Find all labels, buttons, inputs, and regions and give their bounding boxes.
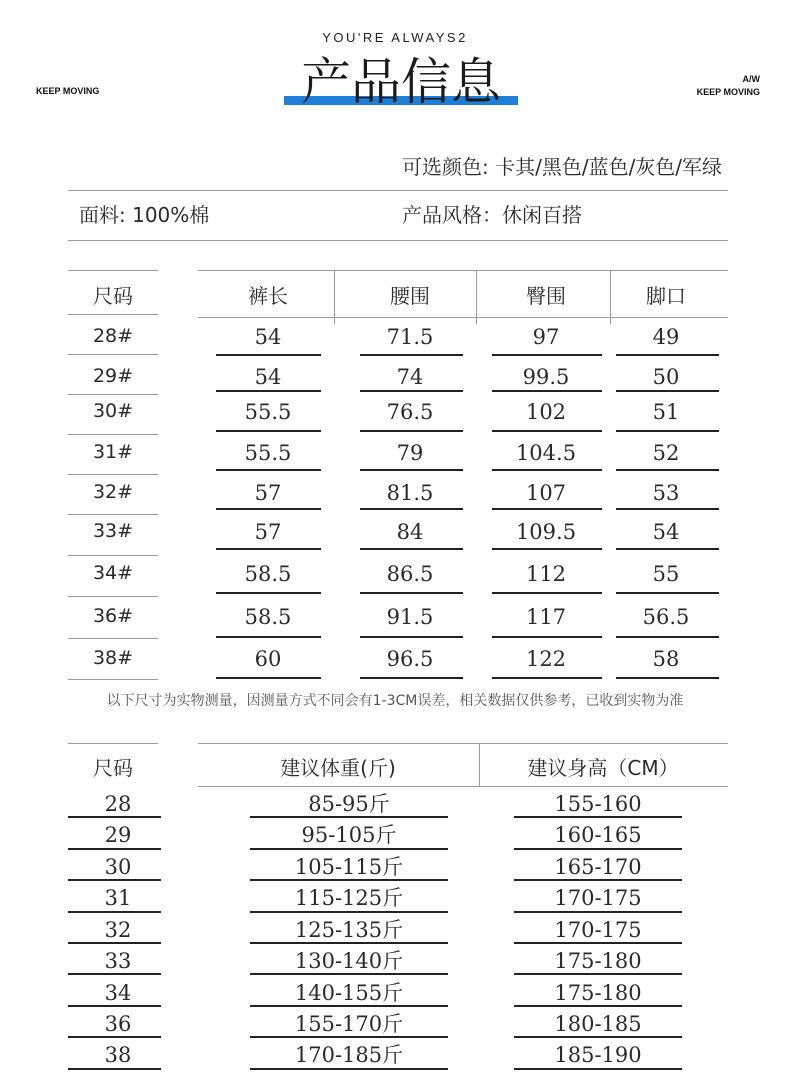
value-underline [360,548,463,550]
size-value: 71.5 [386,325,434,349]
page-title: 产品信息 [301,53,501,111]
value-underline [360,636,463,638]
size-value: 58.5 [244,562,292,586]
value-underline [360,390,463,392]
value-underline [616,390,719,392]
weight-underline [250,879,448,881]
height-underline [514,911,682,913]
value-underline [360,354,463,356]
header-col-divider [334,270,335,324]
rec-size-label: 32 [104,918,132,942]
weight-value: 125-135斤 [294,918,404,942]
size-header-top-rule [198,270,728,271]
value-underline [360,677,463,679]
size-value: 81.5 [386,481,434,505]
value-underline [616,592,719,594]
value-underline [216,390,321,392]
size-row-rule [68,314,158,315]
rec-size-underline [68,1036,161,1038]
value-underline [616,636,719,638]
weight-underline [250,973,448,975]
size-value: 55.5 [244,400,292,424]
size-row-rule [68,514,158,515]
size-label: 34# [92,562,134,584]
value-underline [492,636,602,638]
info-divider-top [68,190,728,191]
weight-value: 105-115斤 [294,855,404,879]
measurement-note: 以下尺寸为实物测量，因测量方式不同会有1-3CM误差，相关数据仅供参考，已收到实物为准 [106,693,684,709]
size-label: 30# [92,400,134,422]
rec-size-underline [68,1005,161,1007]
height-value: 170-175 [554,886,642,910]
size-value: 54 [254,325,282,349]
tagline: YOU'RE ALWAYS2 [322,30,468,45]
column-header: 腰围 [390,284,430,308]
value-underline [492,592,602,594]
value-underline [492,354,602,356]
rec-size-underline [68,973,161,975]
rec-header-bottom-rule [198,786,728,787]
weight-underline [250,1036,448,1038]
value-underline [492,469,602,471]
size-value: 117 [525,605,567,629]
value-underline [616,548,719,550]
rec-size-label: 33 [104,949,132,973]
weight-underline [250,942,448,944]
size-row-rule [68,474,158,475]
value-underline [216,508,321,510]
size-value: 86.5 [386,562,434,586]
size-value: 57 [254,481,282,505]
height-underline [514,1005,682,1007]
weight-header: 建议体重(斤) [280,756,396,780]
weight-value: 170-185斤 [294,1043,404,1067]
weight-underline [250,816,448,818]
value-underline [216,354,321,356]
rec-size-underline [68,1068,161,1070]
weight-underline [250,1005,448,1007]
size-value: 99.5 [522,365,570,389]
height-value: 155-160 [554,792,642,816]
size-row-rule [68,354,158,355]
size-value: 104.5 [515,441,577,465]
size-value: 84 [396,520,424,544]
size-label: 28# [92,325,134,347]
size-value: 102 [525,400,567,424]
height-header: 建议身高（CM） [527,756,679,780]
size-label: 36# [92,605,134,627]
weight-underline [250,911,448,913]
rec-size-header: 尺码 [93,756,133,780]
value-underline [216,677,321,679]
value-underline [616,430,719,432]
size-col-top-rule [68,270,158,271]
size-row-rule [68,596,158,597]
weight-value: 115-125斤 [294,886,404,910]
keep-moving-left: KEEP MOVING [36,86,100,96]
value-underline [492,677,602,679]
size-value: 56.5 [642,605,690,629]
value-underline [492,508,602,510]
rec-size-underline [68,911,161,913]
rec-size-label: 28 [104,792,132,816]
size-row-rule [68,555,158,556]
size-value: 74 [396,365,424,389]
weight-underline [250,848,448,850]
size-value: 91.5 [386,605,434,629]
height-underline [514,879,682,881]
size-value: 55.5 [244,441,292,465]
size-row-rule [68,394,158,395]
height-value: 175-180 [554,949,642,973]
value-underline [216,548,321,550]
rec-size-label: 30 [104,855,132,879]
value-underline [216,592,321,594]
size-label: 32# [92,481,134,503]
weight-value: 95-105斤 [301,823,397,847]
value-underline [216,430,321,432]
value-underline [616,677,719,679]
value-underline [492,548,602,550]
value-underline [216,636,321,638]
size-col-header: 尺码 [93,284,133,308]
rec-header-divider [479,743,480,786]
rec-size-label: 29 [104,823,132,847]
column-header: 裤长 [248,284,288,308]
aw-label: A/W [742,74,760,84]
size-value: 49 [652,325,680,349]
height-underline [514,973,682,975]
weight-value: 140-155斤 [294,981,404,1005]
value-underline [616,469,719,471]
weight-underline [250,1068,448,1070]
size-value: 79 [396,441,424,465]
height-value: 160-165 [554,823,642,847]
height-value: 185-190 [554,1043,642,1067]
rec-size-label: 34 [104,981,132,1005]
size-value: 55 [652,562,680,586]
size-value: 76.5 [386,400,434,424]
weight-value: 155-170斤 [294,1012,404,1036]
info-divider-bottom [68,240,728,241]
height-underline [514,1068,682,1070]
size-value: 54 [652,520,680,544]
size-row-rule [68,638,158,639]
size-value: 58.5 [244,605,292,629]
rec-size-underline [68,879,161,881]
keep-moving-right [680,73,760,99]
height-underline [514,942,682,944]
value-underline [492,430,602,432]
rec-size-underline [68,942,161,944]
column-header: 脚口 [646,284,686,308]
available-colors: 可选颜色: 卡其/黑色/蓝色/灰色/军绿 [402,155,723,179]
weight-value: 130-140斤 [294,949,404,973]
rec-size-underline [68,848,161,850]
height-value: 180-185 [554,1012,642,1036]
value-underline [360,508,463,510]
size-label: 38# [92,647,134,669]
size-value: 112 [525,562,567,586]
size-value: 51 [652,400,680,424]
value-underline [360,469,463,471]
size-value: 53 [652,481,680,505]
size-row-rule [68,434,158,435]
size-value: 57 [254,520,282,544]
height-value: 170-175 [554,918,642,942]
rec-header-top-rule [198,743,728,744]
keep-moving-right-label: KEEP MOVING [696,87,760,97]
value-underline [492,390,602,392]
size-value: 50 [652,365,680,389]
size-value: 52 [652,441,680,465]
size-value: 96.5 [386,647,434,671]
rec-size-top-rule [68,743,158,744]
size-value: 107 [525,481,567,505]
size-value: 109.5 [515,520,577,544]
size-label: 29# [92,365,134,387]
style-info: 产品风格：休闲百搭 [402,203,582,227]
height-value: 175-180 [554,981,642,1005]
rec-size-label: 36 [104,1012,132,1036]
size-value: 60 [254,647,282,671]
size-value: 97 [532,325,560,349]
value-underline [360,592,463,594]
height-underline [514,1036,682,1038]
rec-size-underline [68,816,161,818]
size-value: 122 [525,647,567,671]
rec-size-label: 31 [104,886,132,910]
size-value: 54 [254,365,282,389]
size-row-rule [68,679,158,680]
value-underline [360,430,463,432]
height-value: 165-170 [554,855,642,879]
size-label: 31# [92,441,134,463]
size-label: 33# [92,520,134,542]
fabric-info: 面料: 100%棉 [79,203,210,227]
size-value: 58 [652,647,680,671]
rec-size-label: 38 [104,1043,132,1067]
value-underline [616,508,719,510]
value-underline [216,469,321,471]
header-col-divider [476,270,477,324]
column-header: 臀围 [526,284,566,308]
height-underline [514,848,682,850]
weight-value: 85-95斤 [308,792,390,816]
size-header-bottom-rule [198,317,728,318]
value-underline [616,354,719,356]
height-underline [514,816,682,818]
